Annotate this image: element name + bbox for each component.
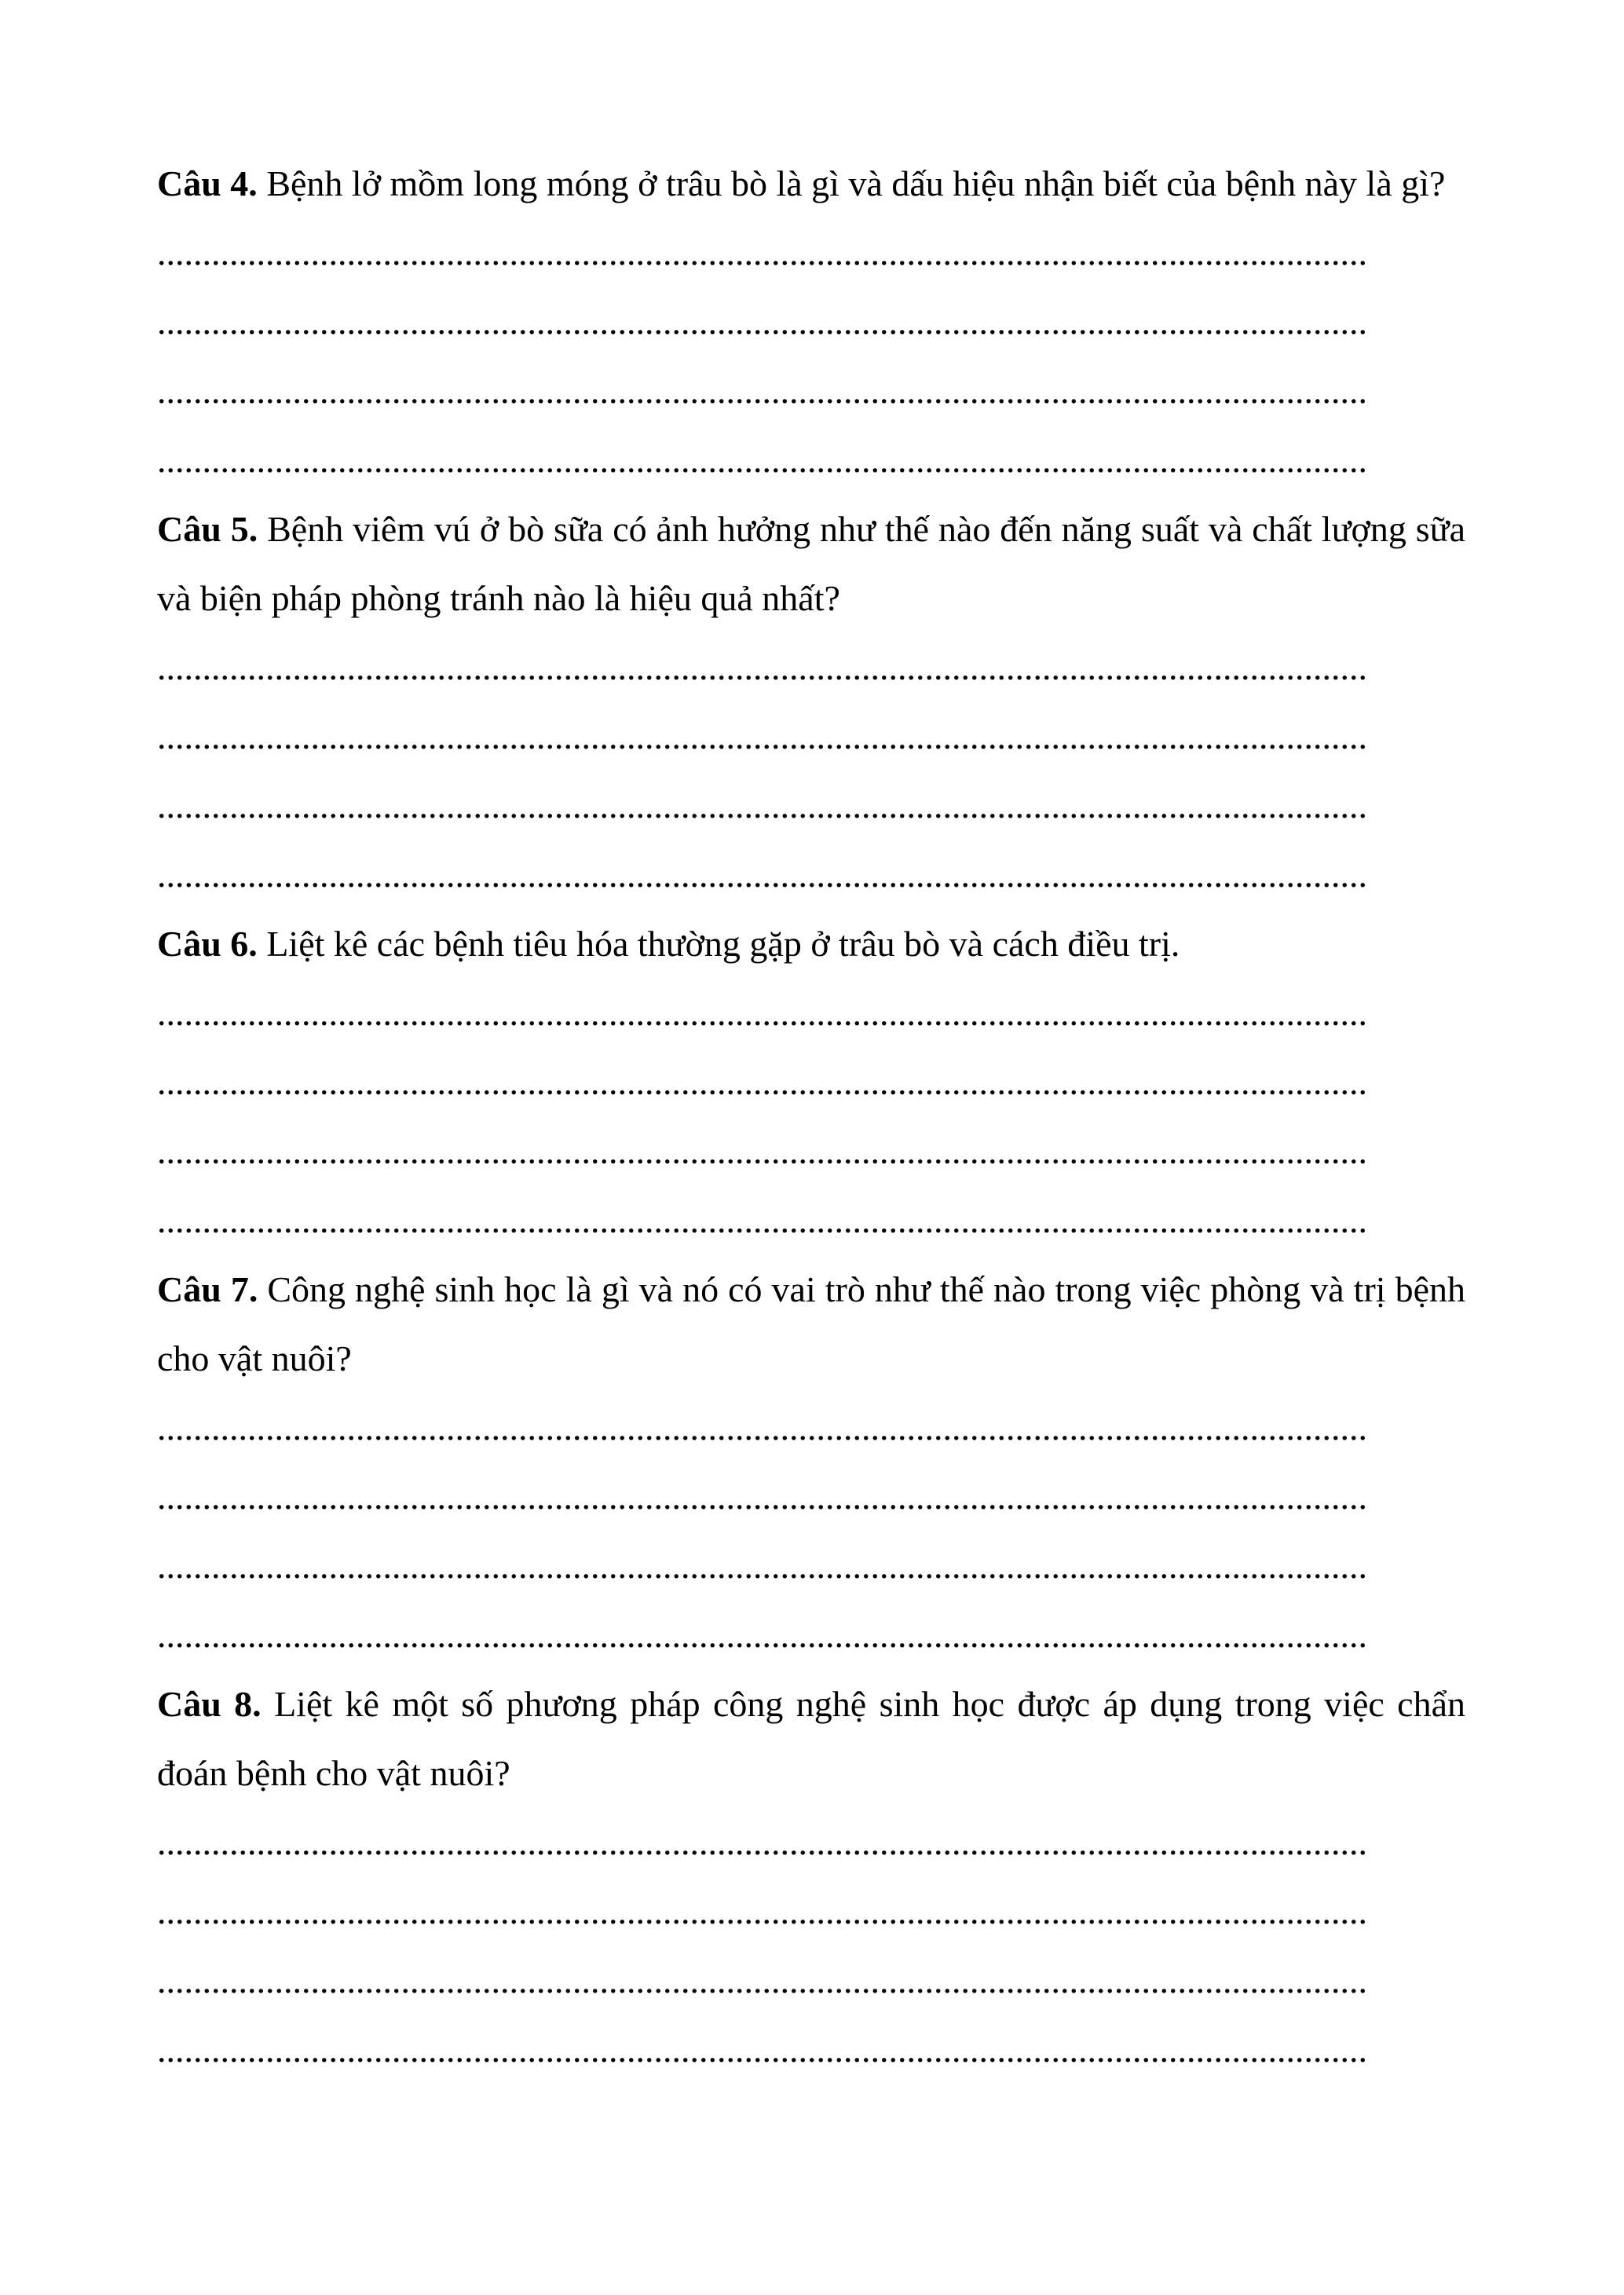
question-4 (157, 149, 1465, 495)
answer-line[interactable]: ...................................................................................................................................... (157, 716, 1367, 756)
answer-line[interactable]: ...................................................................................................................................... (157, 2030, 1367, 2070)
question-label: Câu 4. (157, 163, 258, 203)
question-label: Câu 6. (157, 924, 258, 964)
answer-line[interactable]: ...................................................................................................................................... (157, 855, 1367, 895)
answer-line[interactable]: ...................................................................................................................................... (157, 1200, 1367, 1240)
question-text: Liệt kê các bệnh tiêu hóa thường gặp ở trâu bò và cách điều trị. (257, 924, 1180, 964)
answer-line[interactable]: ...................................................................................................................................... (157, 993, 1367, 1033)
answer-line[interactable]: ...................................................................................................................................... (157, 1477, 1367, 1517)
question-prompt (157, 910, 1465, 979)
question-text: Liệt kê một số phương pháp công nghệ sinh học được áp dụng trong việc chẩn đoán bệnh cho vật nuôi? (157, 1684, 1465, 1793)
answer-line[interactable]: ...................................................................................................................................... (157, 785, 1367, 825)
question-5 (157, 495, 1465, 910)
answer-line[interactable]: ...................................................................................................................................... (157, 1407, 1367, 1448)
question-7 (157, 1255, 1465, 1670)
question-6 (157, 910, 1465, 1255)
question-label: Câu 5. (157, 509, 258, 549)
question-text: Công nghệ sinh học là gì và nó có vai trò như thế nào trong việc phòng và trị bệnh cho vật nuôi? (157, 1269, 1465, 1378)
answer-line[interactable]: ...................................................................................................................................... (157, 302, 1367, 342)
answer-line[interactable]: ...................................................................................................................................... (157, 1615, 1367, 1655)
question-prompt (157, 1670, 1465, 1808)
question-label: Câu 8. (157, 1684, 262, 1724)
answer-line[interactable]: ...................................................................................................................................... (157, 232, 1367, 273)
answer-line[interactable]: ...................................................................................................................................... (157, 1131, 1367, 1171)
question-prompt (157, 495, 1465, 633)
answer-line[interactable]: ...................................................................................................................................... (157, 1062, 1367, 1102)
question-text: Bệnh viêm vú ở bò sữa có ảnh hưởng như thế nào đến năng suất và chất lượng sữa và biện pháp phòng tránh nào là hiệu quả nhất? (157, 509, 1465, 618)
question-prompt (157, 1255, 1465, 1393)
answer-line[interactable]: ...................................................................................................................................... (157, 1822, 1367, 1862)
answer-line[interactable]: ...................................................................................................................................... (157, 1891, 1367, 1931)
answer-line[interactable]: ...................................................................................................................................... (157, 1960, 1367, 2000)
question-label: Câu 7. (157, 1269, 258, 1309)
worksheet-page (157, 149, 1465, 2085)
answer-line[interactable]: ...................................................................................................................................... (157, 647, 1367, 687)
answer-line[interactable]: ...................................................................................................................................... (157, 371, 1367, 411)
answer-line[interactable]: ...................................................................................................................................... (157, 1546, 1367, 1586)
question-prompt (157, 149, 1465, 218)
question-8 (157, 1670, 1465, 2085)
question-text: Bệnh lở mồm long móng ở trâu bò là gì và dấu hiệu nhận biết của bệnh này là gì? (257, 163, 1446, 203)
answer-line[interactable]: ...................................................................................................................................... (157, 440, 1367, 480)
